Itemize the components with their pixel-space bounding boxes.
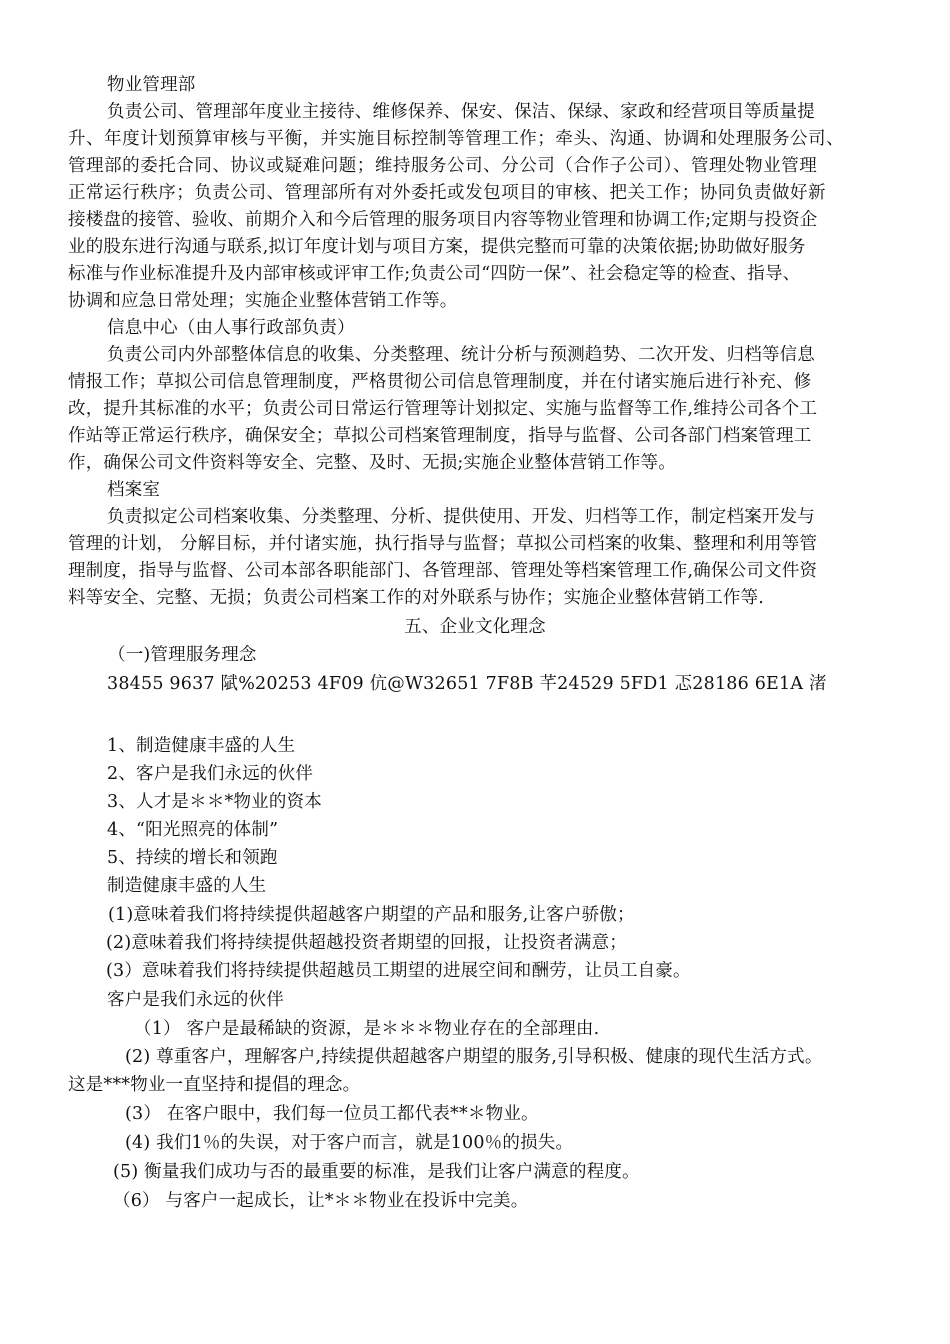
paragraph-line: 负责公司内外部整体信息的收集、分类整理、统计分析与预测趋势、二次开发、归档等信息 (107, 345, 815, 365)
garbled-code-line: 38455 9637 陚%20253 4F09 伉@W32651 7F8B 芊24529 5FD1 忑28186 6E1A 渚 (107, 674, 827, 694)
paragraph-line: 理制度，指导与监督、公司本部各职能部门、各管理部、管理处等档案管理工作,确保公司文件资 (68, 561, 818, 581)
paragraph-line: 料等安全、完整、无损；负责公司档案工作的对外联系与协作；实施企业整体营销工作等. (68, 588, 765, 608)
list-item: (3）意味着我们将持续提供超越员工期望的进展空间和酬劳，让员工自豪。 (106, 961, 691, 981)
paragraph-line: 这是***物业一直坚持和提倡的理念。 (68, 1075, 361, 1095)
list-item: (5) 衡量我们成功与否的最重要的标准，是我们让客户满意的程度。 (113, 1162, 640, 1182)
paragraph-line: 负责拟定公司档案收集、分类整理、分析、提供使用、开发、归档等工作，制定档案开发与 (107, 507, 815, 527)
list-item: 3、人才是＊＊*物业的资本 (107, 792, 322, 812)
paragraph-line: 作站等正常运行秩序，确保安全；草拟公司档案管理制度，指导与监督、公司各部门档案管理工 (68, 426, 812, 446)
list-item: (2)意味着我们将持续提供超越投资者期望的回报，让投资者满意； (106, 933, 627, 953)
list-item: (4) 我们1％的失误，对于客户而言，就是100％的损失。 (125, 1133, 574, 1153)
list-item: 4、“阳光照亮的体制” (107, 820, 279, 840)
subsection-heading: 客户是我们永远的伙伴 (107, 990, 284, 1010)
section-heading-info-center: 信息中心（由人事行政部负责） (107, 318, 355, 338)
paragraph-line: 标准与作业标准提升及内部审核或评审工作;负责公司“四防一保”、社会稳定等的检查、指导、 (68, 264, 801, 284)
paragraph-line: 改，提升其标准的水平；负责公司日常运行管理等计划拟定、实施与监督等工作,维持公司各个工 (68, 399, 818, 419)
paragraph-line: 协调和应急日常处理；实施企业整体营销工作等。 (68, 291, 458, 311)
list-item: 1、制造健康丰盛的人生 (107, 736, 296, 756)
list-item: 2、客户是我们永远的伙伴 (107, 764, 314, 784)
paragraph-line: 业的股东进行沟通与联系,拟订年度计划与项目方案，提供完整而可靠的决策依据;协助做好服务 (68, 237, 806, 257)
list-item: （1） 客户是最稀缺的资源，是＊＊＊物业存在的全部理由. (134, 1019, 600, 1039)
section-heading-archives: 档案室 (107, 480, 161, 500)
subsection-heading: 制造健康丰盛的人生 (107, 876, 267, 896)
paragraph-line: 管理的计划， 分解目标，并付诸实施，执行指导与监督；草拟公司档案的收集、整理和利用等管 (68, 534, 818, 554)
paragraph-line: 接楼盘的接管、验收、前期介入和今后管理的服务项目内容等物业管理和协调工作;定期与投资企 (68, 210, 818, 230)
section-heading-property-management: 物业管理部 (107, 75, 196, 95)
chapter-title: 五、企业文化理念 (404, 617, 546, 637)
list-item: (1)意味着我们将持续提供超越客户期望的产品和服务,让客户骄傲； (108, 905, 635, 925)
list-item: （6） 与客户一起成长，让*＊＊物业在投诉中完美。 (113, 1191, 529, 1211)
paragraph-line: 正常运行秩序；负责公司、管理部所有对外委托或发包项目的审核、把关工作；协同负责做好新 (68, 183, 827, 203)
list-item: 5、持续的增长和领跑 (107, 848, 278, 868)
paragraph-line: 升、年度计划预算审核与平衡，并实施目标控制等管理工作；牵头、沟通、协调和处理服务公司、 (68, 129, 845, 149)
paragraph-line: 情报工作；草拟公司信息管理制度，严格贯彻公司信息管理制度，并在付诸实施后进行补充、修 (68, 372, 812, 392)
list-item: (3） 在客户眼中，我们每一位员工都代表**＊物业。 (125, 1104, 539, 1124)
paragraph-line: 负责公司、管理部年度业主接待、维修保养、保安、保洁、保绿、家政和经营项目等质量提 (107, 102, 815, 122)
subsection-heading: （一)管理服务理念 (108, 645, 257, 665)
list-item: (2) 尊重客户，理解客户,持续提供超越客户期望的服务,引导积极、健康的现代生活方式。 (125, 1047, 823, 1067)
paragraph-line: 作，确保公司文件资料等安全、完整、及时、无损;实施企业整体营销工作等。 (68, 453, 676, 473)
paragraph-line: 管理部的委托合同、协议或疑难问题；维持服务公司、分公司（合作子公司）、管理处物业管理 (68, 156, 818, 176)
